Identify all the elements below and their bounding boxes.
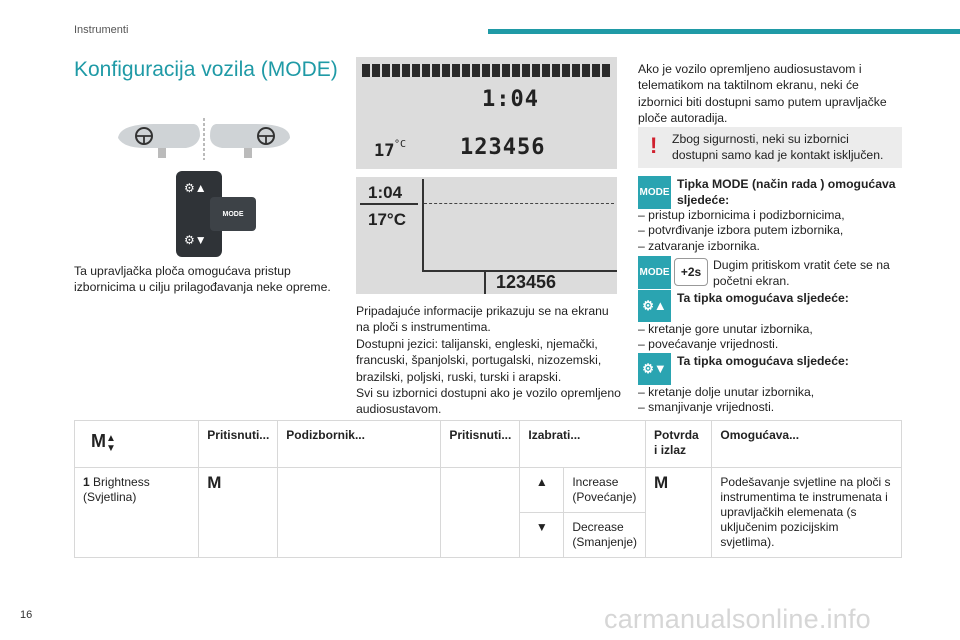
lcd-display-top <box>356 57 617 169</box>
item-number: 1 <box>83 475 90 489</box>
lcd-top-temp-unit: °C <box>394 139 407 150</box>
lights-up-icon: ⚙▲ <box>184 181 207 195</box>
config-table <box>74 420 902 558</box>
option-decrease: Decrease (Smanjenje) <box>564 513 646 558</box>
warning-text: Zbog sigurnosti, neki su izbornici dostupni samo kad je kontakt isključen. <box>672 132 884 163</box>
option-arrow-up: ▲ <box>520 468 564 513</box>
lcd-top-temp: 17 <box>374 141 395 161</box>
audio-note-paragraph: Ako je vozilo opremljeno audiosustavom i telematikom na taktilnom ekranu, neki će izbornici biti dostupni samo putem upravljačke ploče autoradija. <box>638 62 887 126</box>
page-number: 16 <box>20 609 33 621</box>
mode-key-bullets <box>638 208 902 254</box>
lcd-segment-bar <box>362 64 610 77</box>
option-increase: Increase (Povećanje) <box>564 468 646 513</box>
press-symbol-cell: M <box>199 468 278 558</box>
list-item: – potvrđivanje izbora putem izbornika, <box>638 223 844 238</box>
mode-control-panel <box>176 171 256 257</box>
up-key-bullets <box>638 322 902 353</box>
warning-box <box>638 127 902 168</box>
lcd-display-bottom <box>356 177 617 294</box>
lights-down-icon: ⚙▼ <box>184 233 207 247</box>
list-item: – pristup izbornicima i podizbornicima, <box>638 208 845 222</box>
header-confirm: Potvrda i izlaz <box>646 421 712 468</box>
item-cell <box>75 468 199 558</box>
display-info-paragraph: Pripadajuće informacije prikazuju se na ekranu na ploči s instrumentima. Dostupni jezici: talijanski, engleski, njemački, francuski, španjolski, portugalski, nizozemski, brazilski, poljski, ruski, turski i arapski. Svi su izbornici dostupni ako je vozilo opremljeno audiosustavom. <box>356 304 621 417</box>
mode-hold-icon: MODE <box>638 256 671 289</box>
lcd-bottom-odometer: 123456 <box>496 272 557 292</box>
intro-paragraph: Ta upravljačka ploča omogućava pristup izbornicima u cilju prilagođavanja neke opreme. <box>74 264 331 295</box>
enables-cell: Podešavanje svjetline na ploči s instrumentima te instrumenata i upravljačkih elemenata (s uključenim pozicijskim svjetlima). <box>712 468 902 558</box>
down-key-heading: Ta tipka omogućava sljedeće: <box>677 354 849 368</box>
lcd-odometer-divider <box>484 270 486 294</box>
header-enables: Omogućava... <box>712 421 902 468</box>
mode-key-icon: MODE <box>638 176 671 209</box>
down-key-icon: ⚙▼ <box>638 353 671 385</box>
header-mode-icon: M▲ ▼ <box>75 421 199 468</box>
watermark: carmanualsonline.info <box>604 604 871 634</box>
section-label: Instrumenti <box>74 24 129 36</box>
lcd-top-odometer: 123456 <box>460 135 546 160</box>
list-item: – povećavanje vrijednosti. <box>638 337 779 352</box>
table-row <box>75 468 902 513</box>
confirm-symbol-cell: M <box>646 468 712 558</box>
lcd-bottom-temp: 17°C <box>368 210 406 229</box>
down-key-bullets <box>638 385 902 416</box>
hold-2s-badge: +2s <box>674 258 708 286</box>
item-name: Brightness (Svjetlina) <box>83 475 150 504</box>
up-key-heading: Ta tipka omogućava sljedeće: <box>677 291 849 305</box>
mode-button-label: MODE <box>222 210 244 218</box>
header-press-1: Pritisnuti... <box>199 421 278 468</box>
header-press-2: Pritisnuti... <box>441 421 520 468</box>
list-item: – smanjivanje vrijednosti. <box>638 400 775 415</box>
header-submenu: Podizbornik... <box>278 421 441 468</box>
submenu-cell <box>278 468 441 558</box>
lcd-dashed-line <box>424 203 614 204</box>
steering-controls-illustration <box>114 116 294 162</box>
page-title: Konfiguracija vozila (MODE) <box>74 58 338 81</box>
lcd-bottom-time: 1:04 <box>368 183 403 202</box>
hold-text: Dugim pritiskom vratit ćete se na početni ekran. <box>713 258 890 289</box>
table-header-row <box>75 421 902 468</box>
mode-key-heading: Tipka MODE (način rada ) omogućava sljedeće: <box>677 177 896 208</box>
option-arrow-down: ▼ <box>520 513 564 558</box>
lcd-vertical-divider <box>422 179 424 271</box>
press2-cell <box>441 468 520 558</box>
list-item: – zatvaranje izbornika. <box>638 238 760 253</box>
warning-icon: ! <box>650 133 658 158</box>
list-item: – kretanje gore unutar izbornika, <box>638 322 813 336</box>
list-item: – kretanje dolje unutar izbornika, <box>638 385 815 399</box>
lcd-top-time: 1:04 <box>482 87 539 112</box>
header-accent-bar <box>488 29 960 34</box>
header-select: Izabrati... <box>520 421 646 468</box>
up-key-icon: ⚙▲ <box>638 290 671 322</box>
